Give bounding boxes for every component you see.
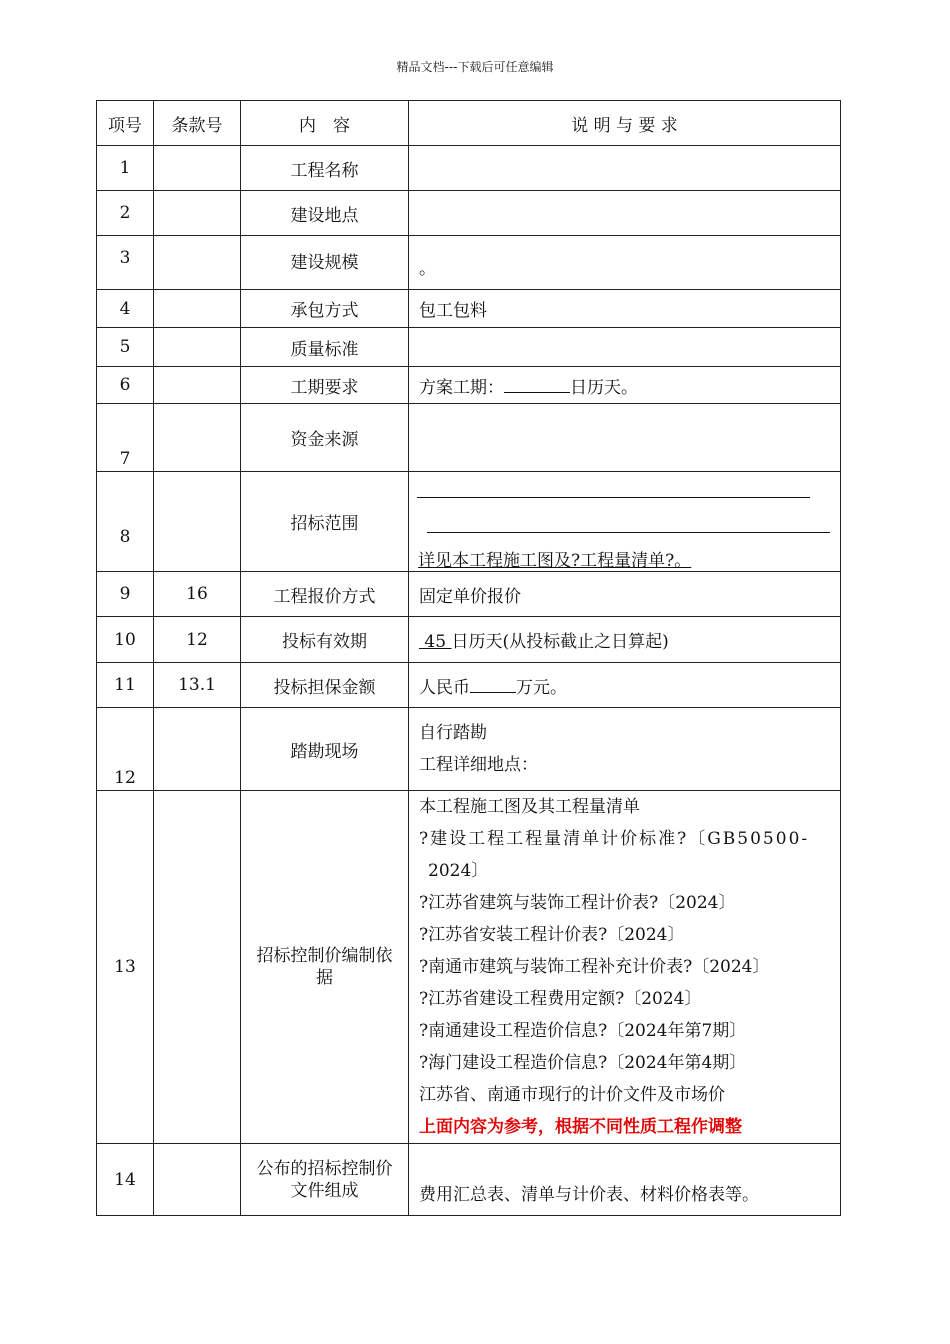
row-content: 建设规模 (241, 236, 409, 290)
duration-blank (504, 375, 570, 393)
row-clause (154, 290, 241, 328)
tender-info-table (96, 100, 841, 1216)
row-clause (154, 328, 241, 367)
bond-currency: 人民币 (419, 677, 470, 698)
row-no: 6 (97, 367, 154, 404)
row-content: 建设地点 (241, 191, 409, 236)
row-desc (409, 328, 841, 367)
desc-line: 工程详细地点： (419, 755, 538, 775)
basis-item: 江苏省、南通市现行的计价文件及市场价 (419, 1085, 725, 1105)
table-header-row (97, 101, 841, 146)
bond-unit: 万元。 (516, 677, 567, 698)
duration-label: 方案工期： (419, 377, 504, 398)
row-clause: 13.1 (154, 663, 241, 708)
row-desc: 费用汇总表、清单与计价表、材料价格表等。 (409, 1144, 841, 1216)
row-clause (154, 236, 241, 290)
row-content: 招标控制价编制依据 (241, 791, 409, 1144)
validity-days: 45 (424, 632, 447, 652)
scope-blank-line-1 (417, 497, 810, 498)
row-desc (409, 367, 841, 404)
row-clause: 16 (154, 572, 241, 617)
row-clause (154, 191, 241, 236)
row-clause (154, 367, 241, 404)
table-row (97, 404, 841, 472)
col-header-description: 说 明 与 要 求 (409, 101, 841, 146)
row-clause (154, 146, 241, 191)
reference-note: 上面内容为参考，根据不同性质工程作调整 (419, 1117, 742, 1137)
row-desc (409, 617, 841, 663)
scope-cell (409, 472, 841, 572)
basis-item: 本工程施工图及其工程量清单 (419, 797, 640, 817)
col-header-item-no: 项号 (97, 101, 154, 146)
table-row (97, 572, 841, 617)
row-content: 工期要求 (241, 367, 409, 404)
row-content: 公布的招标控制价文件组成 (241, 1144, 409, 1216)
table-row (97, 472, 841, 572)
row-clause (154, 404, 241, 472)
basis-list (409, 791, 841, 1144)
row-clause (154, 708, 241, 791)
table-row (97, 791, 841, 1144)
table-row (97, 617, 841, 663)
row-clause (154, 791, 241, 1144)
row-no: 9 (97, 572, 154, 617)
basis-item: 2024〕 (428, 861, 489, 881)
basis-item: ?南通建设工程造价信息?〔2024年第7期〕 (419, 1021, 747, 1041)
scope-detail-text: 详见本工程施工图及?工程量清单?。 (418, 551, 692, 571)
row-content: 招标范围 (241, 472, 409, 572)
row-desc: 固定单价报价 (409, 572, 841, 617)
row-no: 8 (97, 472, 154, 572)
row-desc (409, 404, 841, 472)
table-row (97, 191, 841, 236)
page-header: 精品文档---下载后可任意编辑 (396, 60, 554, 74)
col-header-content: 内 容 (241, 101, 409, 146)
row-content: 承包方式 (241, 290, 409, 328)
row-desc (409, 191, 841, 236)
scope-blank-line-2 (427, 532, 830, 533)
table-row (97, 236, 841, 290)
table-row (97, 1144, 841, 1216)
row-no: 3 (97, 236, 154, 290)
basis-item: ?南通市建筑与装饰工程补充计价表?〔2024〕 (419, 957, 770, 977)
table-row (97, 663, 841, 708)
col-header-clause-no: 条款号 (154, 101, 241, 146)
row-desc (409, 663, 841, 708)
row-no: 5 (97, 328, 154, 367)
basis-item: ?海门建设工程造价信息?〔2024年第4期〕 (419, 1053, 747, 1073)
basis-item: ?江苏省安装工程计价表?〔2024〕 (419, 925, 685, 945)
row-no: 7 (97, 404, 154, 472)
table-row (97, 290, 841, 328)
row-clause (154, 1144, 241, 1216)
table-row (97, 328, 841, 367)
desc-line: 自行踏勘 (419, 723, 487, 743)
row-desc: 。 (409, 236, 841, 290)
row-desc: 包工包料 (409, 290, 841, 328)
table-row (97, 708, 841, 791)
row-clause: 12 (154, 617, 241, 663)
table-row (97, 146, 841, 191)
basis-item: ?江苏省建设工程费用定额?〔2024〕 (419, 989, 702, 1009)
row-no: 14 (97, 1144, 154, 1216)
row-no: 12 (97, 708, 154, 791)
row-content: 踏勘现场 (241, 708, 409, 791)
basis-item: ?江苏省建筑与装饰工程计价表?〔2024〕 (419, 893, 736, 913)
duration-unit: 日历天。 (570, 377, 638, 398)
row-no: 4 (97, 290, 154, 328)
basis-item: ?建设工程工程量清单计价标准?〔GB50500- (419, 829, 810, 849)
table-row (97, 367, 841, 404)
row-no: 10 (97, 617, 154, 663)
row-no: 2 (97, 191, 154, 236)
row-content: 投标有效期 (241, 617, 409, 663)
row-no: 13 (97, 791, 154, 1144)
row-no: 11 (97, 663, 154, 708)
row-no: 1 (97, 146, 154, 191)
row-content: 工程名称 (241, 146, 409, 191)
row-content: 投标担保金额 (241, 663, 409, 708)
row-desc (409, 146, 841, 191)
row-desc (409, 708, 841, 791)
row-content: 工程报价方式 (241, 572, 409, 617)
bond-amount-blank (470, 675, 516, 693)
validity-text: 日历天(从投标截止之日算起) (451, 632, 669, 652)
row-content: 质量标准 (241, 328, 409, 367)
row-clause (154, 472, 241, 572)
row-content: 资金来源 (241, 404, 409, 472)
